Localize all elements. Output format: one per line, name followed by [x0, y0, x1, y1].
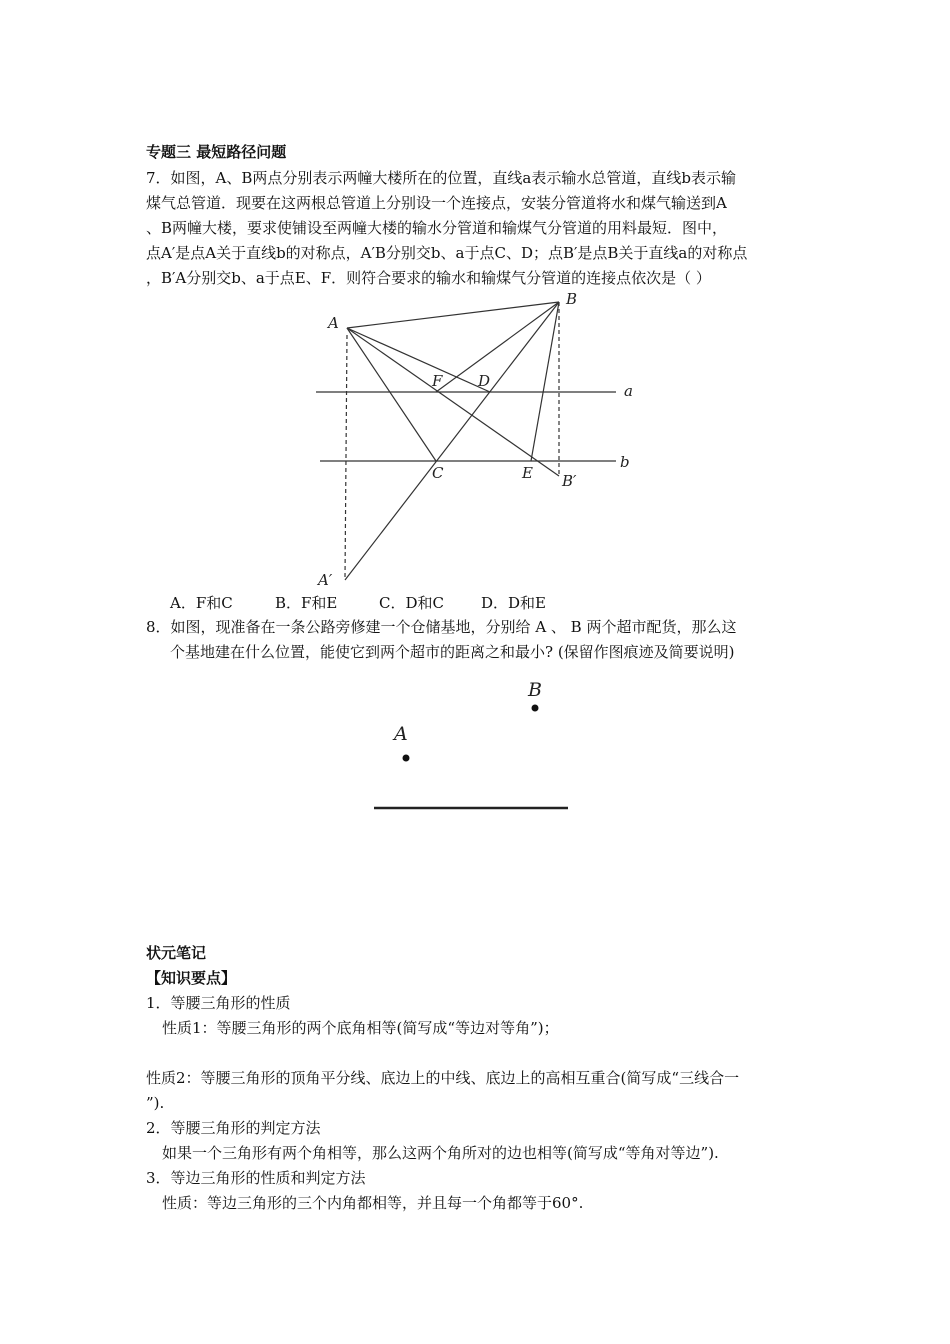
- notes-item-2: 性质1：等腰三角形的两个底角相等(简写成“等边对等角”)；: [162, 1019, 559, 1037]
- q8-label-B: B: [528, 679, 542, 701]
- label-E: E: [522, 464, 533, 482]
- q7-line-1: 7．如图，A、B两点分别表示两幢大楼所在的位置，直线a表示输水总管道，直线b表示输: [146, 169, 736, 187]
- notes-title: 状元笔记: [146, 944, 207, 962]
- q7-option-b[interactable]: B．F和E: [275, 594, 338, 612]
- segment-aprime-b: [345, 302, 559, 580]
- q8-line-2: 个基地建在什么位置，能使它到两个超市的距离之和最小? (保留作图痕迹及简要说明): [170, 643, 735, 661]
- label-D: D: [478, 372, 491, 390]
- notes-item-4: 2．等腰三角形的判定方法: [146, 1119, 321, 1137]
- notes-item-3: 性质2：等腰三角形的顶角平分线、底边上的中线、底边上的高相互重合(简写成“三线合一: [146, 1069, 740, 1087]
- notes-item-5: 如果一个三角形有两个角相等，那么这两个角所对的边也相等(简写成“等角对等边”).: [162, 1144, 719, 1162]
- segment-a-bprime: [347, 328, 559, 476]
- q7-line-2: 煤气总管道．现要在这两根总管道上分别设一个连接点，安装分管道将水和煤气输送到A: [146, 194, 727, 212]
- q7-figure: [0, 290, 950, 590]
- notes-item-3-cont: ”).: [146, 1094, 165, 1112]
- dashed-a-aprime: [345, 335, 347, 578]
- label-B-prime: B′: [562, 472, 577, 490]
- notes-item-6: 3．等边三角形的性质和判定方法: [146, 1169, 366, 1187]
- q7-line-4: 点A′是点A关于直线b的对称点，A′B分别交b、a于点C、D；点B′是点B关于直线a的对称点: [146, 244, 748, 262]
- segment-e-b: [531, 302, 559, 461]
- q7-option-a[interactable]: A．F和C: [170, 594, 233, 612]
- label-F: F: [432, 372, 443, 390]
- q8-line-1: 8．如图，现准备在一条公路旁修建一个仓储基地，分别给 A 、 B 两个超市配货，那么这: [146, 618, 737, 636]
- label-A: A: [328, 314, 339, 332]
- label-B: B: [566, 290, 578, 308]
- notes-item-1: 1．等腰三角形的性质: [146, 994, 291, 1012]
- label-C: C: [432, 464, 444, 482]
- label-a: a: [624, 382, 633, 400]
- q7-option-d[interactable]: D．D和E: [481, 594, 547, 612]
- q7-options: [0, 593, 950, 613]
- notes-item-7: 性质：等边三角形的三个内角都相等，并且每一个角都等于60°.: [162, 1194, 584, 1212]
- q7-option-c[interactable]: C．D和C: [379, 594, 444, 612]
- q8-point-b: [532, 705, 539, 712]
- label-A-prime: A′: [318, 571, 333, 589]
- label-b: b: [620, 453, 630, 471]
- q8-figure: [0, 670, 950, 830]
- q7-line-3: 、B两幢大楼，要求使铺设至两幢大楼的输水分管道和输煤气分管道的用料最短．图中，: [146, 219, 728, 237]
- segment-a-b: [347, 302, 559, 328]
- q7-line-5: ，B′A分别交b、a于点E、F．则符合要求的输水和输煤气分管道的连接点依次是（ ）: [146, 269, 711, 287]
- section-title: 专题三 最短路径问题: [146, 143, 287, 161]
- notes-subtitle: 【知识要点】: [146, 969, 237, 987]
- segment-f-b: [436, 302, 559, 392]
- q8-label-A: A: [394, 723, 408, 745]
- q8-point-a: [403, 755, 410, 762]
